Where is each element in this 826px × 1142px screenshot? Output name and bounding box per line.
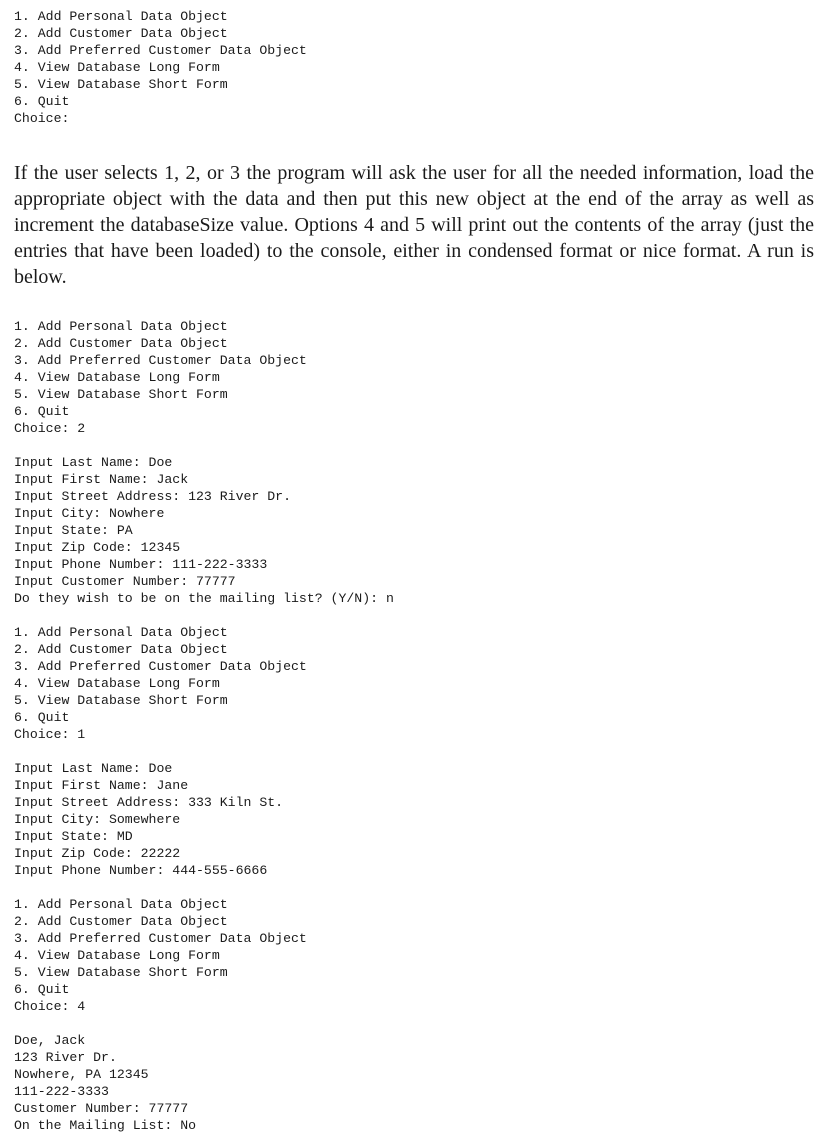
console-line: 4. View Database Long Form xyxy=(14,370,220,385)
blank-line xyxy=(14,743,394,760)
console-line: 2. Add Customer Data Object xyxy=(14,642,228,657)
console-line: Input First Name: Jane xyxy=(14,778,189,793)
console-line: 2. Add Customer Data Object xyxy=(14,26,228,41)
blank-line xyxy=(14,1015,394,1032)
console-line: 2. Add Customer Data Object xyxy=(14,914,228,929)
console-line: 6. Quit xyxy=(14,982,70,997)
console-line: Input Street Address: 333 Kiln St. xyxy=(14,795,284,810)
console-line: 1. Add Personal Data Object xyxy=(14,9,228,24)
console-line: Input Street Address: 123 River Dr. xyxy=(14,489,291,504)
console-line: 1. Add Personal Data Object xyxy=(14,897,228,912)
console-line: Input Customer Number: 77777 xyxy=(14,574,236,589)
blank-line xyxy=(14,437,394,454)
console-line: 4. View Database Long Form xyxy=(14,60,220,75)
console-line: Choice: 4 xyxy=(14,999,86,1014)
console-line: 111-222-3333 xyxy=(14,1084,109,1099)
console-menu-block xyxy=(14,8,307,127)
console-line: Choice: xyxy=(14,111,70,126)
console-line: Input State: PA xyxy=(14,523,133,538)
console-line: 3. Add Preferred Customer Data Object xyxy=(14,43,307,58)
console-line: Input First Name: Jack xyxy=(14,472,189,487)
console-line: 4. View Database Long Form xyxy=(14,948,220,963)
console-line: Choice: 1 xyxy=(14,727,86,742)
console-line: Nowhere, PA 12345 xyxy=(14,1067,149,1082)
console-line: 3. Add Preferred Customer Data Object xyxy=(14,353,307,368)
console-line: 3. Add Preferred Customer Data Object xyxy=(14,659,307,674)
console-line: Do they wish to be on the mailing list? (Y/N): n xyxy=(14,591,394,606)
console-line: Input Last Name: Doe xyxy=(14,455,173,470)
console-line: Doe, Jack xyxy=(14,1033,86,1048)
console-line: 1. Add Personal Data Object xyxy=(14,625,228,640)
console-line: 1. Add Personal Data Object xyxy=(14,319,228,334)
console-line: 3. Add Preferred Customer Data Object xyxy=(14,931,307,946)
console-line: Customer Number: 77777 xyxy=(14,1101,189,1116)
console-line: Input City: Nowhere xyxy=(14,506,165,521)
console-line: Input City: Somewhere xyxy=(14,812,181,827)
console-sample-run-block xyxy=(14,318,394,1134)
console-line: 4. View Database Long Form xyxy=(14,676,220,691)
console-line: 6. Quit xyxy=(14,404,70,419)
console-line: Input Zip Code: 12345 xyxy=(14,540,181,555)
console-line: Input Last Name: Doe xyxy=(14,761,173,776)
console-line: 5. View Database Short Form xyxy=(14,693,228,708)
blank-line xyxy=(14,607,394,624)
console-line: 2. Add Customer Data Object xyxy=(14,336,228,351)
console-line: 5. View Database Short Form xyxy=(14,77,228,92)
console-line: On the Mailing List: No xyxy=(14,1118,197,1133)
console-line: Input Zip Code: 22222 xyxy=(14,846,181,861)
description-paragraph: If the user selects 1, 2, or 3 the program will ask the user for all the needed information, load the appropriate object with the data and then put this new object at the end of the array as well as increment the databaseSize value. Options 4 and 5 will print out the contents of the array (just the entries that have been loaded) to the console, either in condensed format or nice format. A run is below. xyxy=(14,162,814,288)
console-line: Input Phone Number: 444-555-6666 xyxy=(14,863,268,878)
console-line: 6. Quit xyxy=(14,710,70,725)
console-line: Input State: MD xyxy=(14,829,133,844)
console-line: 6. Quit xyxy=(14,94,70,109)
blank-line xyxy=(14,879,394,896)
console-line: Input Phone Number: 111-222-3333 xyxy=(14,557,268,572)
console-line: 5. View Database Short Form xyxy=(14,965,228,980)
console-line: Choice: 2 xyxy=(14,421,86,436)
console-line: 5. View Database Short Form xyxy=(14,387,228,402)
console-line: 123 River Dr. xyxy=(14,1050,117,1065)
